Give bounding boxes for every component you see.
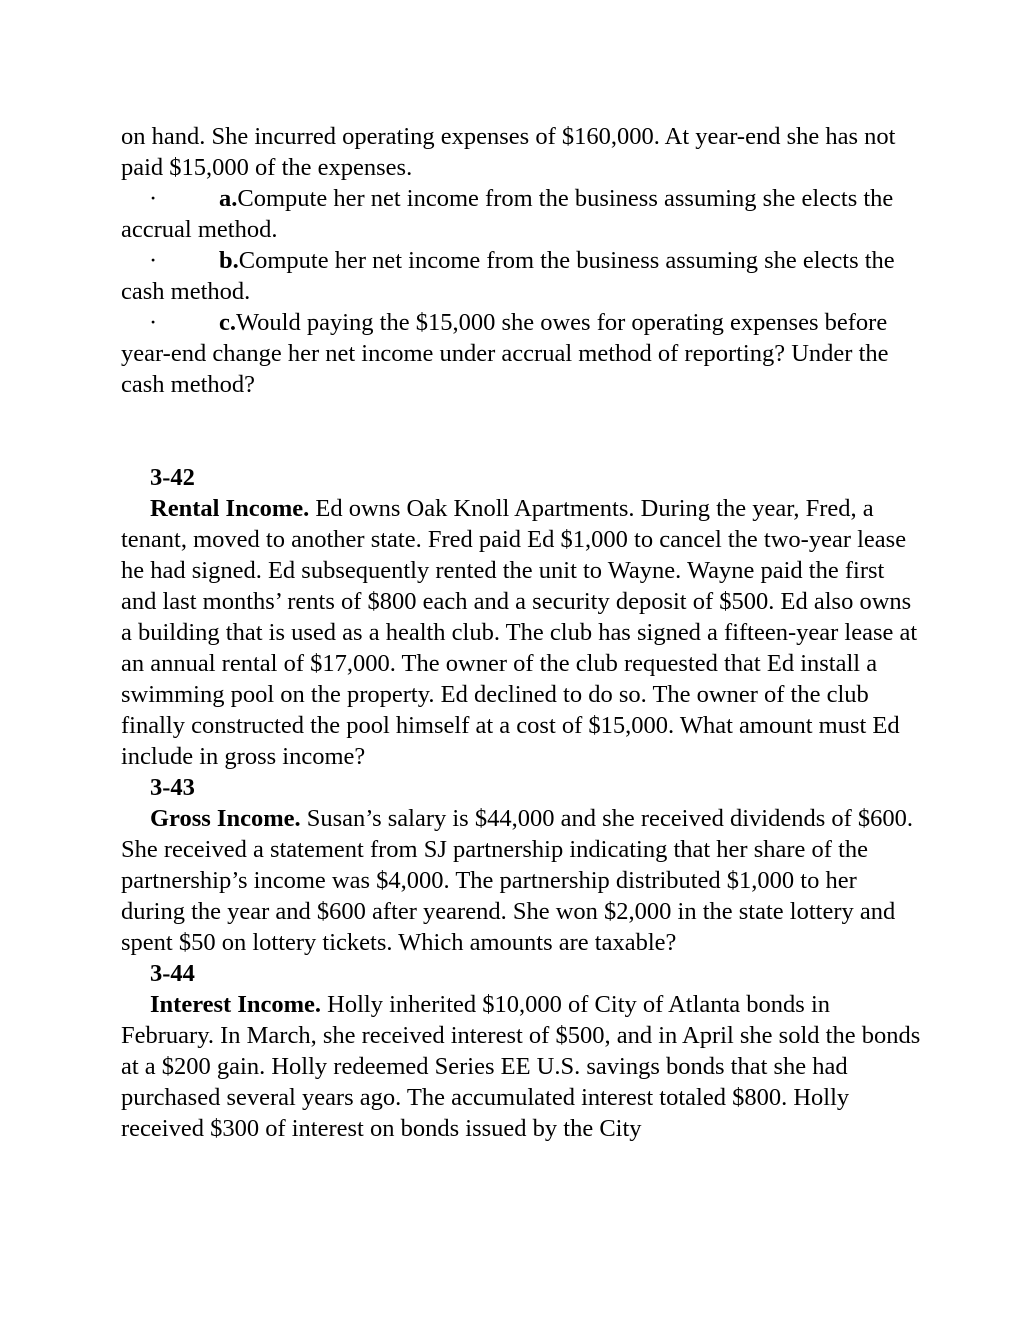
question-text: Would paying the $15,000 she owes for operating expenses before year-end change her net income under accrual method of reporting? Under the cash method? [121, 309, 889, 398]
problem-3-42 [121, 493, 921, 772]
bullet-dot: · [149, 185, 158, 212]
problem-number: 3-44 [150, 960, 195, 987]
bullet-dot: · [149, 309, 158, 336]
bullet-dot: · [149, 247, 158, 274]
section-spacer [121, 400, 921, 462]
question-label: a. [219, 185, 238, 212]
problem-title: Rental Income. [150, 495, 310, 522]
question-text: Compute her net income from the business assuming she elects the cash method. [121, 247, 895, 305]
problem-number-3-44 [121, 958, 921, 989]
problem-text: Susan’s salary is $44,000 and she received dividends of $600. She received a statement from SJ partnership indicating that her share of the partnership’s income was $4,000. The partnership distributed $1,000 to her during the year and $600 after yearend. She won $2,000 in the state lottery and spent $50 on lottery tickets. Which amounts are taxable? [121, 805, 914, 956]
question-label: c. [219, 309, 236, 336]
problem-number-3-43 [121, 772, 921, 803]
question-b [121, 245, 921, 307]
problem-number-3-42 [121, 462, 921, 493]
intro-paragraph: on hand. She incurred operating expenses of $160,000. At year-end she has not paid $15,000 of the expenses. [121, 123, 896, 181]
question-c [121, 307, 921, 400]
problem-text: Holly inherited $10,000 of City of Atlanta bonds in February. In March, she received interest of $500, and in April she sold the bonds at a $200 gain. Holly redeemed Series EE U.S. savings bonds that she had purchased several years ago. The accumulated interest totaled $800. Holly received $300 of interest on bonds issued by the City [121, 991, 921, 1142]
document-body [121, 121, 921, 1144]
problem-3-44 [121, 989, 921, 1144]
problem-title: Interest Income. [150, 991, 322, 1018]
question-text: Compute her net income from the business assuming she elects the accrual method. [121, 185, 894, 243]
problem-title: Gross Income. [150, 805, 301, 832]
problem-number: 3-42 [150, 464, 195, 491]
problem-number: 3-43 [150, 774, 195, 801]
problem-text: Ed owns Oak Knoll Apartments. During the year, Fred, a tenant, moved to another state. Fred paid Ed $1,000 to cancel the two-year lease he had signed. Ed subsequently rented the unit to Wayne. Wayne paid the first and last months’ rents of $800 each and a security deposit of $500. Ed also owns a building that is used as a health club. The club has signed a fifteen-year lease at an annual rental of $17,000. The owner of the club requested that Ed install a swimming pool on the property. Ed declined to do so. The owner of the club finally constructed the pool himself at a cost of $15,000. What amount must Ed include in gross income? [121, 495, 918, 770]
problem-3-43 [121, 803, 921, 958]
question-label: b. [219, 247, 239, 274]
question-a [121, 183, 921, 245]
